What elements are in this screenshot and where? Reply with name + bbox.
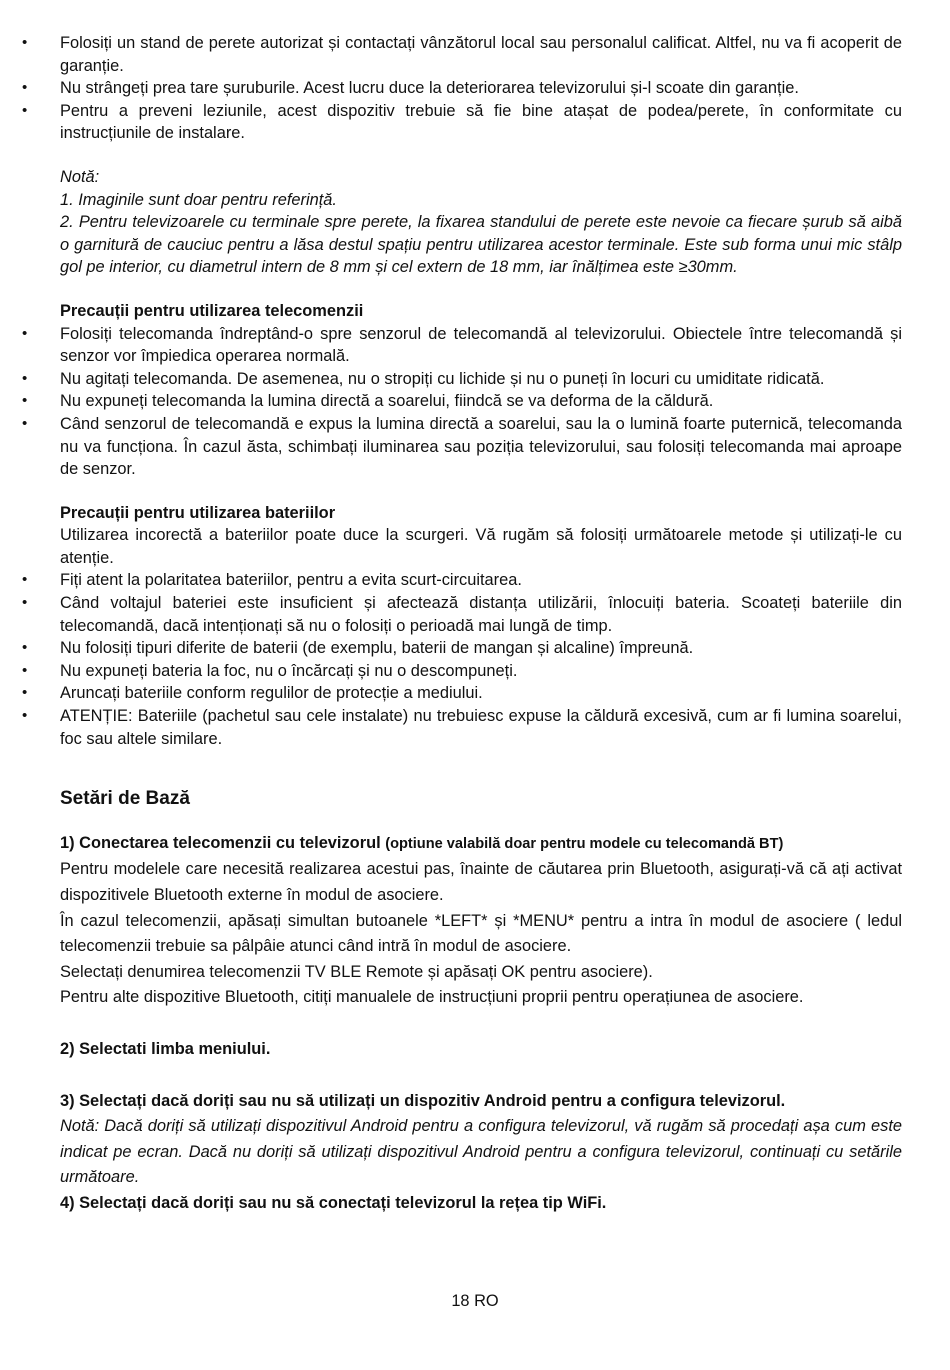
list-item: • ATENȚIE: Bateriile (pachetul sau cele instalate) nu trebuiesc expuse la căldură excesivă, cum ar fi lumina soarelui, foc sau altele similare. (60, 705, 902, 750)
step1-paragraph: În cazul telecomenzii, apăsați simultan butoanele *LEFT* și *MENU* pentru a intra în modul de asociere ( ledul telecomenzii trebuie sa pâlpâie atunci când intră în modul de asociere. (60, 911, 902, 956)
list-item: • Pentru a preveni leziunile, acest dispozitiv trebuie să fie bine atașat de podea/perete, în conformitate cu instrucțiunile de instalare. (60, 100, 902, 145)
list-item: • Nu agitați telecomanda. De asemenea, nu o stropiți cu lichide și nu o puneți în locuri cu umiditate ridicată. (60, 368, 902, 391)
note-line: 2. Pentru televizoarele cu terminale spre perete, la fixarea standului de perete este nevoie ca fiecare șurub să aibă o garnitură de cauciuc pentru a lăsa destul spațiu pentru utilizarea acestor terminale. Este sub forma unui mic stâlp gol pe interior, cu diametrul intern de 8 mm și cel extern de 18 mm, iar înălțimea este ≥30mm. (60, 213, 902, 277)
battery-intro: Utilizarea incorectă a bateriilor poate duce la scurgeri. Vă rugăm să folosiți următoarele metode și utilizați-le cu atenție. (60, 526, 902, 567)
step1-title (60, 831, 902, 858)
note-title: Notă: (60, 167, 100, 186)
step1-paragraph: Pentru modelele care necesită realizarea acestui pas, înainte de căutarea prin Bluetooth, asigurați-vă că ați activat dispozitivele Bluetooth externe în modul de asociere. (60, 860, 902, 904)
list-item: • Nu folosiți tipuri diferite de baterii (de exemplu, baterii de mangan și alcaline) împreună. (60, 637, 902, 660)
section-heading-remote: Precauții pentru utilizarea telecomenzii (60, 301, 364, 320)
section-heading-battery: Precauții pentru utilizarea bateriilor (60, 503, 336, 522)
step4-title: 4) Selectați dacă doriți sau nu să conectați televizorul la rețea tip WiFi. (60, 1193, 607, 1212)
page-number: 18 RO (451, 1292, 499, 1310)
list-item: • Aruncați bateriile conform regulilor de protecție a mediului. (60, 682, 902, 705)
list-item: • Fiți atent la polaritatea bateriilor, pentru a evita scurt-circuitarea. (60, 569, 902, 592)
step1-title-note: (optiune valabilă doar pentru modele cu telecomandă BT) (385, 835, 784, 852)
step1-title-text: 1) Conectarea telecomenzii cu televizorul (60, 833, 381, 852)
list-item: • Folosiți telecomanda îndreptând-o spre senzorul de telecomandă al televizorului. Obiectele între telecomandă și senzor vor împiedica operarea normală. (60, 323, 902, 368)
note-line: 1. Imaginile sunt doar pentru referință. (60, 190, 337, 209)
manual-page (60, 32, 902, 1217)
step1-paragraph: Pentru alte dispozitive Bluetooth, citiți manualele de instrucțiuni proprii pentru operațiunea de asociere. (60, 988, 804, 1007)
list-item: • Nu expuneți telecomanda la lumina directă a soarelui, fiindcă se va deforma de la căldură. (60, 390, 902, 413)
section-heading-basic-settings: Setări de Bază (60, 788, 190, 810)
list-item: • Când senzorul de telecomandă e expus la lumina directă a soarelui, sau la o lumină foarte puternică, telecomanda nu va funcționa. În cazul ăsta, schimbați iluminarea sau poziția televizorului, sau folosiți telecomanda mai aproape de senzor. (60, 413, 902, 481)
list-item: • Nu expuneți bateria la foc, nu o încărcați și nu o descompuneți. (60, 660, 902, 683)
step3-note: Notă: Dacă doriți să utilizați dispozitivul Android pentru a configura televizorul, vă rugăm să procedați așa cum este indicat pe ecran. Dacă nu doriți să utilizați dispozitivul Android pentru a configura televizorul, continuați cu setările următoare. (60, 1117, 902, 1187)
list-item: • Folosiți un stand de perete autorizat și contactați vânzătorul local sau personalul calificat. Altfel, nu va fi acoperit de garanție. (60, 32, 902, 77)
list-item: • Nu strângeți prea tare șuruburile. Acest lucru duce la deteriorarea televizorului și-l scoate din garanție. (60, 77, 902, 100)
step3-title: 3) Selectați dacă doriți sau nu să utilizați un dispozitiv Android pentru a configura televizorul. (60, 1091, 786, 1110)
step1-paragraph: Selectați denumirea telecomenzii TV BLE Remote și apăsați OK pentru asociere). (60, 962, 653, 981)
list-item: • Când voltajul bateriei este insuficient și afectează distanța utilizării, înlocuiți bateria. Scoateți bateriile din telecomandă, dacă intenționați să nu o folosiți o perioadă mai lungă de timp. (60, 592, 902, 637)
step2-title: 2) Selectati limba meniului. (60, 1039, 271, 1058)
